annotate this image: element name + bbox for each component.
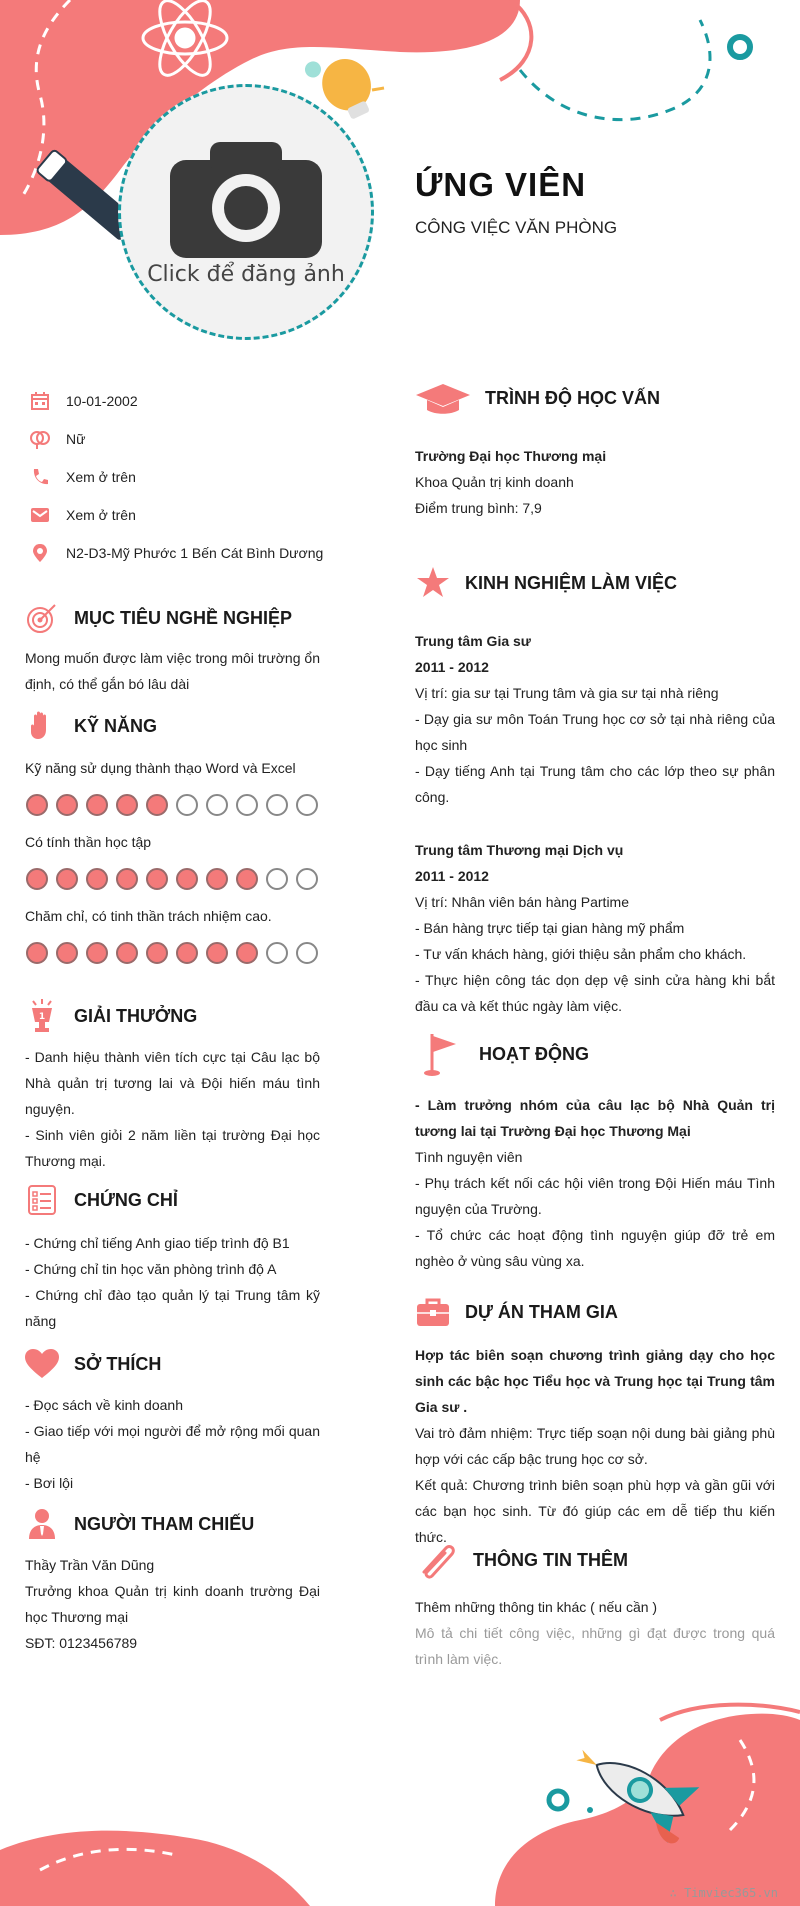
awards-title (24, 998, 197, 1034)
skill-dot (236, 942, 258, 964)
projects-details (415, 1342, 775, 1550)
activity-heading: - Làm trưởng nhóm của câu lạc bộ Nhà Quản trị tương lai tại Trường Đại học Thương Mại (415, 1097, 775, 1139)
experience-job-1 (415, 628, 775, 810)
job-company: Trung tâm Thương mại Dịch vụ (415, 842, 624, 858)
skill-dot (146, 942, 168, 964)
skills-title-text: KỸ NĂNG (74, 715, 158, 736)
paperclip-icon (415, 1542, 459, 1578)
job-duty: - Dạy gia sư môn Toán Trung học cơ sở tại nhà riêng của học sinh (415, 711, 775, 753)
skill-dot (206, 942, 228, 964)
job-position: Vị trí: gia sư tại Trung tâm và gia sư tại nhà riêng (415, 685, 719, 701)
gender-row (28, 428, 85, 450)
awards-list (25, 1044, 320, 1174)
photo-upload[interactable] (118, 84, 374, 340)
briefcase-icon (415, 1294, 451, 1330)
skill-3-rating (26, 942, 318, 964)
certificate-item: - Chứng chỉ tiếng Anh giao tiếp trình độ B1 (25, 1235, 290, 1251)
activities-title (415, 1036, 589, 1072)
certificates-title (24, 1182, 178, 1218)
photo-label: Click để đăng ảnh (147, 261, 345, 287)
job-title: CÔNG VIỆC VĂN PHÒNG (415, 218, 618, 237)
skill-dot (296, 942, 318, 964)
phone-row (28, 466, 136, 488)
skill-dot (26, 942, 48, 964)
skill-dot (56, 868, 78, 890)
target-icon (24, 600, 60, 636)
project-item: Vai trò đảm nhiệm: Trực tiếp soạn nội dung bài giảng phù hợp với các cấp bậc trung học cơ sở. (415, 1425, 775, 1467)
footer-decoration (0, 1680, 800, 1906)
birthday-row (28, 390, 138, 412)
objective-text: Mong muốn được làm việc trong môi trường ổn định, có thể gắn bó lâu dài (25, 650, 320, 692)
checklist-icon (24, 1182, 60, 1218)
references-title (24, 1506, 254, 1542)
skill-dot (86, 868, 108, 890)
skill-dot (116, 942, 138, 964)
skill-dot (146, 794, 168, 816)
extra-title-text: THÔNG TIN THÊM (473, 1549, 628, 1570)
job-duty: - Dạy tiếng Anh tại Trung tâm cho các lớp theo sự phân công. (415, 763, 775, 805)
trophy-icon (24, 998, 60, 1034)
skill-dot (116, 868, 138, 890)
person-icon (24, 1506, 60, 1542)
reference-item: SĐT: 0123456789 (25, 1635, 138, 1651)
address-row (28, 542, 323, 564)
flag-icon (415, 1036, 465, 1072)
skill-dot (296, 868, 318, 890)
skill-dot (146, 868, 168, 890)
extra-details (415, 1594, 775, 1672)
skill-dot (206, 794, 228, 816)
gpa-text: Điểm trung bình: 7,9 (415, 500, 542, 516)
candidate-name: ỨNG VIÊN (415, 166, 587, 203)
skill-dot (176, 868, 198, 890)
watermark: ∴ Timviec365.vn (669, 1886, 778, 1900)
location-pin-icon (28, 542, 52, 564)
skill-dot (26, 868, 48, 890)
hobbies-title-text: SỞ THÍCH (74, 1353, 162, 1374)
address-text: N2-D3-Mỹ Phước 1 Bến Cát Bình Dương (66, 545, 324, 561)
job-duty: - Bán hàng trực tiếp tại gian hàng mỹ phẩm (415, 920, 685, 936)
job-company: Trung tâm Gia sư (415, 633, 531, 649)
activity-role: Tình nguyện viên (415, 1149, 523, 1165)
gender-icon (28, 428, 52, 450)
star-icon (415, 565, 451, 601)
education-title (415, 380, 660, 416)
skill-dot (236, 868, 258, 890)
skill-dot (56, 942, 78, 964)
skill-3-label: Chăm chỉ, có tinh thần trách nhiệm cao. (25, 908, 272, 924)
phone-icon (28, 466, 52, 488)
job-duty: - Tư vấn khách hàng, giới thiệu sản phẩm cho khách. (415, 946, 747, 962)
gender-text: Nữ (66, 431, 86, 447)
camera-icon (170, 138, 322, 258)
awards-title-text: GIẢI THƯỞNG (74, 1005, 198, 1026)
job-position: Vị trí: Nhân viên bán hàng Partime (415, 894, 630, 910)
hand-icon (24, 708, 60, 744)
skills-title (24, 708, 157, 744)
reference-item: Trưởng khoa Quản trị kinh doanh trường Đại học Thương mại (25, 1583, 320, 1625)
certificates-list (25, 1230, 320, 1334)
faculty-name: Khoa Quản trị kinh doanh (415, 474, 574, 490)
graduation-cap-icon (415, 380, 471, 416)
project-heading: Hợp tác biên soạn chương trình giảng dạy cho học sinh các bậc học Tiểu học và Trung học tại Trung tâm Gia sư . (415, 1347, 775, 1415)
skill-dot (26, 794, 48, 816)
extra-line: Thêm những thông tin khác ( nếu cần ) (415, 1599, 658, 1615)
skill-2-label: Có tính thần học tập (25, 834, 152, 850)
calendar-icon (28, 390, 52, 412)
certificate-item: - Chứng chỉ đào tạo quản lý tại Trung tâm kỹ năng (25, 1287, 320, 1329)
experience-title-text: KINH NGHIỆM LÀM VIỆC (465, 572, 678, 593)
references-title-text: NGƯỜI THAM CHIẾU (74, 1513, 255, 1534)
certificates-title-text: CHỨNG CHỈ (74, 1189, 178, 1210)
extra-title (415, 1542, 628, 1578)
award-item: - Danh hiệu thành viên tích cực tại Câu lạc bộ Nhà quản trị tương lai và Đội hiến máu tình nguyện. (25, 1049, 320, 1117)
education-title-text: TRÌNH ĐỘ HỌC VẤN (485, 387, 660, 408)
email-text: Xem ở trên (66, 507, 136, 523)
skill-1-rating (26, 794, 318, 816)
activity-item: - Phụ trách kết nối các hội viên trong Đội Hiến máu Tình nguyện của Trường. (415, 1175, 775, 1217)
skill-1-label: Kỹ năng sử dụng thành thạo Word và Excel (25, 760, 296, 776)
skill-dot (116, 794, 138, 816)
objective-title-text: MỤC TIÊU NGHỀ NGHIỆP (74, 607, 293, 628)
activity-item: - Tổ chức các hoạt động tình nguyện giúp đỡ trẻ em nghèo ở vùng sâu vùng xa. (415, 1227, 775, 1269)
job-period: 2011 - 2012 (415, 868, 489, 884)
objective-title (24, 600, 292, 636)
job-period: 2011 - 2012 (415, 659, 489, 675)
skill-dot (236, 794, 258, 816)
project-item: Kết quả: Chương trình biên soạn phù hợp và gần gũi với các bạn học sinh. Từ đó giúp các em dễ tiếp thu kiến thức. (415, 1477, 775, 1545)
birthday-text: 10-01-2002 (66, 393, 138, 409)
skill-2-rating (26, 868, 318, 890)
skill-dot (176, 794, 198, 816)
phone-text: Xem ở trên (66, 469, 136, 485)
references-list (25, 1552, 320, 1656)
projects-title-text: DỰ ÁN THAM GIA (465, 1301, 618, 1322)
skill-dot (266, 942, 288, 964)
mail-icon (28, 504, 52, 526)
header-decoration (0, 0, 800, 360)
job-duty: - Thực hiện công tác dọn dẹp vệ sinh cửa hàng khi bắt đầu ca và kết thúc ngày làm việc. (415, 972, 775, 1014)
award-item: - Sinh viên giỏi 2 năm liền tại trường Đại học Thương mại. (25, 1127, 320, 1169)
certificate-item: - Chứng chỉ tin học văn phòng trình độ A (25, 1261, 277, 1277)
hobbies-title (24, 1346, 161, 1382)
skill-dot (266, 868, 288, 890)
skill-dot (86, 942, 108, 964)
activities-title-text: HOẠT ĐỘNG (479, 1043, 589, 1064)
extra-hint: Mô tả chi tiết công việc, những gì đạt được trong quá trình làm việc. (415, 1625, 775, 1667)
email-row (28, 504, 136, 526)
skill-dot (266, 794, 288, 816)
svg-text:1: 1 (38, 1012, 46, 1022)
reference-item: Thầy Trần Văn Dũng (25, 1557, 155, 1573)
school-name: Trường Đại học Thương mại (415, 448, 607, 464)
experience-job-2 (415, 837, 775, 1019)
hobby-item: - Đọc sách về kinh doanh (25, 1397, 183, 1413)
hobby-item: - Giao tiếp với mọi người để mở rộng mối quan hệ (25, 1423, 320, 1465)
skill-dot (56, 794, 78, 816)
skill-dot (176, 942, 198, 964)
projects-title (415, 1294, 618, 1330)
experience-title (415, 565, 677, 601)
skill-dot (86, 794, 108, 816)
hobby-item: - Bơi lội (25, 1475, 74, 1491)
education-details (415, 443, 775, 521)
activities-details (415, 1092, 775, 1274)
skill-dot (206, 868, 228, 890)
skill-dot (296, 794, 318, 816)
heart-icon (24, 1346, 60, 1382)
hobbies-list (25, 1392, 320, 1496)
